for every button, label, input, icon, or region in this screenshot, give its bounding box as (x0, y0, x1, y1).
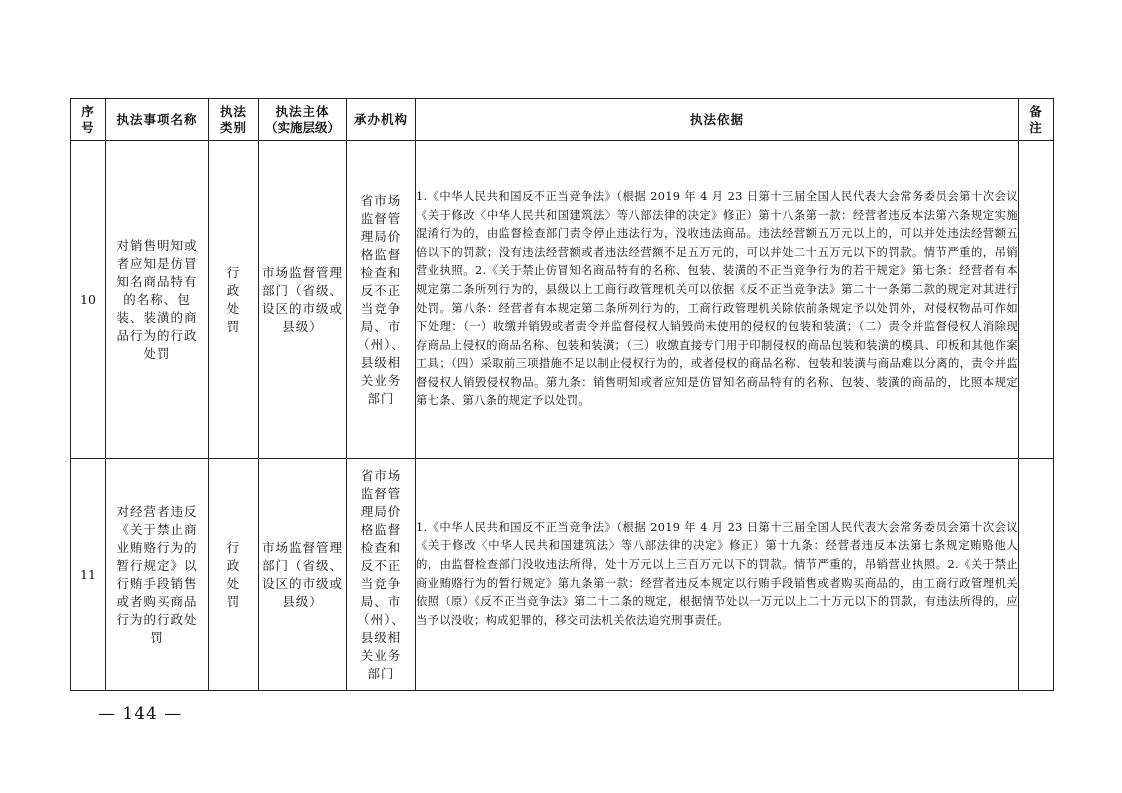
row-subject: 市场监督管理部门（省级、设区的市级或县级） (259, 459, 347, 691)
row-seq: 11 (71, 459, 106, 691)
header-dept: 承办机构 (347, 99, 416, 141)
header-remark: 备注 (1019, 99, 1054, 141)
row-type: 行政处罚 (209, 141, 259, 459)
row-subject: 市场监督管理部门（省级、设区的市级或县级） (259, 141, 347, 459)
row-item-name: 对销售明知或者应知是仿冒知名商品特有的名称、包装、装潢的商品行为的行政处罚 (106, 141, 209, 459)
row-type: 行政处罚 (209, 459, 259, 691)
header-seq: 序号 (71, 99, 106, 141)
row-dept: 省市场监督管理局价格监督检查和反不正当竞争局、市（州）、县级相关业务部门 (347, 141, 416, 459)
table-row (71, 141, 1054, 459)
row-basis: 1.《中华人民共和国反不正当竞争法》（根据 2019 年 4 月 23 日第十三届全国人民代表大会常务委员会第十次会议《关于修改〈中华人民共和国建筑法〉等八部法律的决定》修正）第十九条：经营者违反本法第七条规定贿赂他人的，由监督检查部门没收违法所得，处十万元以上三百万元以下的罚款。情节严重的，吊销营业执照。2.《关于禁止商业贿赂行为的暂行规定》第九条第一款：经营者违反本规定以行贿手段销售或者购买商品的，由工商行政管理机关依照（原）《反不正当竞争法》第二十二条的规定，根据情节处以一万元以上二十万元以下的罚款，有违法所得的，应当予以没收；构成犯罪的，移交司法机关依法追究刑事责任。 (416, 459, 1019, 691)
row-remark (1019, 141, 1054, 459)
row-basis: 1.《中华人民共和国反不正当竞争法》（根据 2019 年 4 月 23 日第十三届全国人民代表大会常务委员会第十次会议《关于修改〈中华人民共和国建筑法〉等八部法律的决定》修正）第十八条第一款：经营者违反本法第六条规定实施混淆行为的，由监督检查部门责令停止违法行为，没收违法商品。违法经营额五万元以上的，可以并处违法经营额五倍以下的罚款；没有违法经营额或者违法经营额不足五万元的，可以并处二十五万元以下的罚款。情节严重的，吊销营业执照。2.《关于禁止仿冒知名商品特有的名称、包装、装潢的不正当竞争行为的若干规定》第七条：经营者有本规定第二条所列行为的，县级以上工商行政管理机关可以依据《反不正当竞争法》第二十一条第二款的规定对其进行处罚。第八条：经营者有本规定第二条所列行为的，工商行政管理机关除依前条规定予以处罚外，对侵权物品可作如下处理：（一）收缴并销毁或者责令并监督侵权人销毁尚未使用的侵权的包装和装潢；（二）责令并监督侵权人消除现存商品上侵权的商品名称、包装和装潢；（三）收缴直接专门用于印制侵权的商品包装和装潢的模具、印板和其他作案工具；（四）采取前三项措施不足以制止侵权行为的，或者侵权的商品名称、包装和装潢与商品难以分离的，责令并监督侵权人销毁侵权物品。第九条：销售明知或者应知是仿冒知名商品特有的名称、包装、装潢的商品的，比照本规定第七条、第八条的规定予以处罚。 (416, 141, 1019, 459)
page-number: — 144 — (98, 704, 183, 724)
header-type: 执法类别 (209, 99, 259, 141)
row-remark (1019, 459, 1054, 691)
table-header-row (71, 99, 1054, 141)
row-item-name: 对经营者违反《关于禁止商业贿赂行为的暂行规定》以行贿手段销售或者购买商品行为的行政处罚 (106, 459, 209, 691)
header-subject-level: （实施层级） (264, 119, 340, 135)
row-dept: 省市场监督管理局价格监督检查和反不正当竞争局、市（州）、县级相关业务部门 (347, 459, 416, 691)
header-item-name: 执法事项名称 (106, 99, 209, 141)
header-basis: 执法依据 (416, 99, 1019, 141)
header-subject-main: 执法主体 (275, 103, 330, 119)
law-enforcement-table (70, 98, 1054, 691)
header-subject (259, 99, 347, 141)
table-row (71, 459, 1054, 691)
row-seq: 10 (71, 141, 106, 459)
